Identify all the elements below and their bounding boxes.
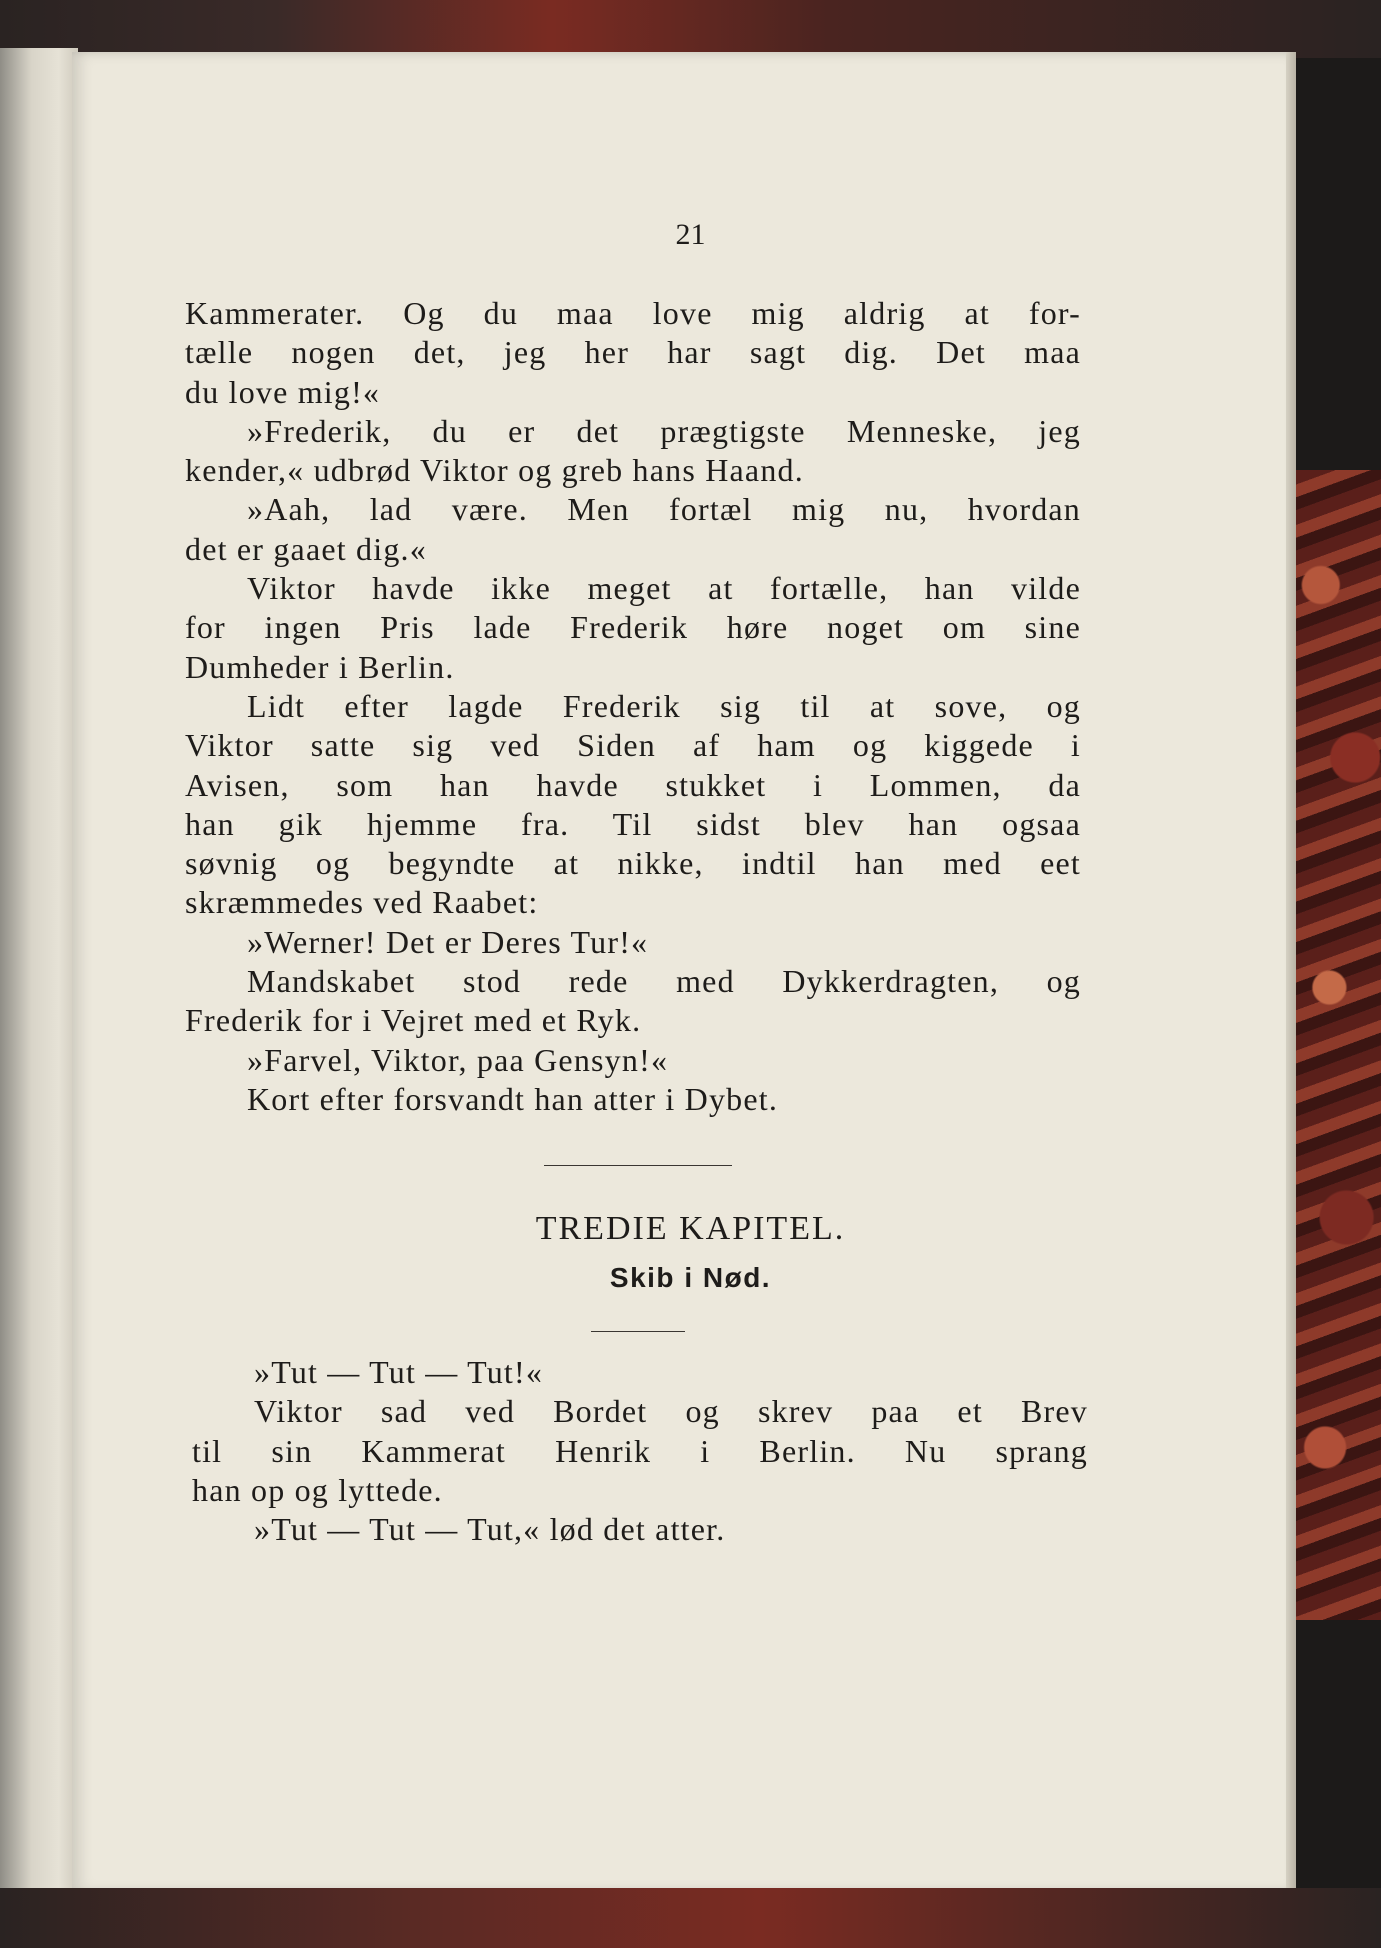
body-text-top [185, 294, 1081, 1119]
text-line: Dumheder i Berlin. [185, 648, 455, 685]
text-line: til sin Kammerat Henrik i Berlin. Nu sprang [192, 1432, 1088, 1469]
text-line: »Farvel, Viktor, paa Gensyn!« [247, 1041, 669, 1078]
book-binding-bottom [0, 1888, 1381, 1948]
chapter-subtitle: Skib i Nød. [609, 1262, 772, 1293]
text-line: du love mig!« [185, 373, 381, 410]
text-line: kender,« udbrød Viktor og greb hans Haand. [185, 452, 804, 489]
text-line: Frederik for i Vejret med et Ryk. [185, 1002, 642, 1039]
left-page-edge [0, 48, 78, 1898]
text-line: Kort efter forsvandt han atter i Dybet. [247, 1080, 779, 1117]
body-text-bottom [192, 1353, 1088, 1549]
text-line: skræmmedes ved Raabet: [185, 884, 539, 921]
text-line: Viktor havde ikke meget at fortælle, han vilde [247, 570, 1081, 607]
text-line: han gik hjemme fra. Til sidst blev han ogsaa [185, 805, 1081, 842]
text-line: Lidt efter lagde Frederik sig til at sove, og [247, 687, 1081, 724]
text-line: »Werner! Det er Deres Tur!« [247, 923, 649, 960]
chapter-divider [591, 1331, 685, 1332]
book-binding-top [0, 0, 1381, 58]
section-divider [544, 1165, 732, 1166]
text-line: »Tut — Tut — Tut!« [254, 1354, 544, 1390]
page-number: 21 [675, 218, 706, 251]
page-edge [1286, 52, 1296, 1892]
text-line: »Frederik, du er det prægtigste Menneske, jeg [247, 412, 1081, 449]
text-line: tælle nogen det, jeg her har sagt dig. Det maa [185, 334, 1081, 371]
text-line: Avisen, som han havde stukket i Lommen, da [185, 766, 1081, 803]
text-line: for ingen Pris lade Frederik høre noget om sine [185, 609, 1081, 646]
text-line: han op og lyttede. [192, 1471, 443, 1508]
text-line: »Aah, lad være. Men fortæl mig nu, hvordan [247, 491, 1081, 528]
text-line: Mandskabet stod rede med Dykkerdragten, og [247, 963, 1081, 1000]
marbled-cover [1295, 470, 1381, 1620]
text-line: Kammerater. Og du maa love mig aldrig at for- [185, 295, 1081, 331]
chapter-title: TREDIE KAPITEL. [535, 1210, 846, 1247]
text-line: »Tut — Tut — Tut,« lød det atter. [254, 1511, 726, 1548]
text-line: det er gaaet dig.« [185, 530, 427, 567]
text-line: Viktor satte sig ved Siden af ham og kiggede i [185, 727, 1081, 764]
text-line: Viktor sad ved Bordet og skrev paa et Brev [254, 1393, 1088, 1430]
text-line: søvnig og begyndte at nikke, indtil han med eet [185, 845, 1081, 882]
